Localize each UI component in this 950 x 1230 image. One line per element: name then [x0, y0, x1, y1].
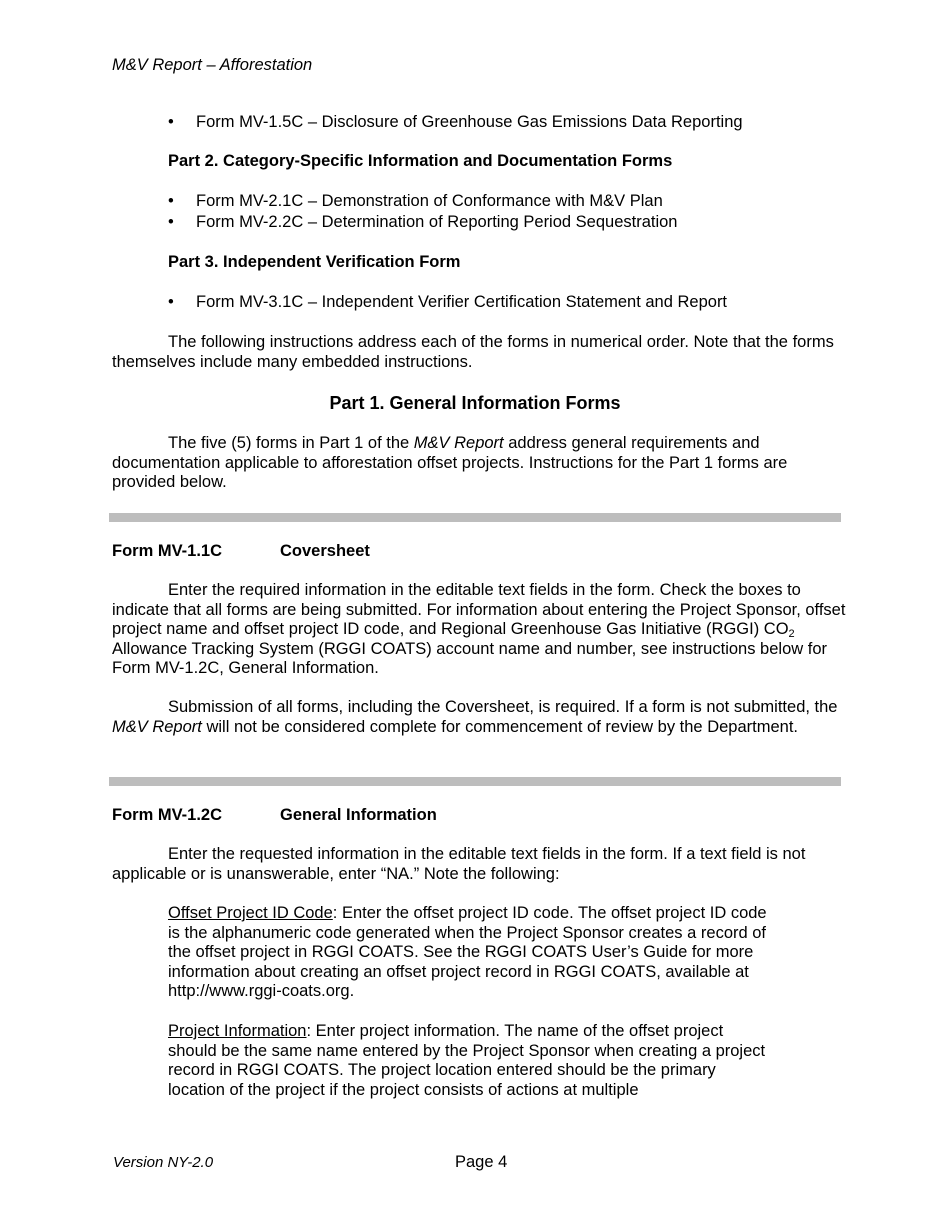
part1-heading: Part 1. General Information Forms [329, 393, 621, 413]
part1-paragraph: The five (5) forms in Part 1 of the M&V Report address general requirements and documentation applicable to afforestation offset projects. Instructions for the Part 1 forms are provided below. [112, 434, 788, 492]
form11-code: Form MV-1.1C [112, 542, 223, 560]
offset-project-id-note: Offset Project ID Code: Enter the offset project ID code. The offset project ID code is the alphanumeric code generated when the Project Sponsor creates a record of the offset project in RGGI COATS. See the RGGI COATS User’s Guide for more information about creating an offset project record in RGGI COATS, available at http://www.rggi-coats.org. [168, 904, 767, 1001]
form12-code: Form MV-1.2C [112, 806, 223, 824]
list-item-text: Form MV-1.5C – Disclosure of Greenhouse Gas Emissions Data Reporting [196, 113, 743, 131]
page-number: Page 4 [455, 1153, 508, 1171]
form11-title: Coversheet [280, 542, 370, 560]
footer-version: Version NY-2.0 [113, 1154, 214, 1171]
form12-paragraph: Enter the requested information in the editable text fields in the form. If a text field is not applicable or is unanswerable, enter “NA.” Note the following: [112, 845, 806, 883]
section-divider [109, 777, 841, 786]
form12-title: General Information [280, 806, 437, 824]
part2-heading: Part 2. Category-Specific Information and Documentation Forms [168, 152, 673, 170]
intro-paragraph: The following instructions address each of the forms in numerical order. Note that the forms themselves include many embedded instructions. [112, 333, 834, 371]
list-item-text: Form MV-3.1C – Independent Verifier Certification Statement and Report [196, 293, 728, 311]
list-item-text: Form MV-2.2C – Determination of Reporting Period Sequestration [196, 213, 678, 231]
bullet-icon: • [168, 293, 174, 311]
project-information-note: Project Information: Enter project information. The name of the offset project should be the same name entered by the Project Sponsor when creating a project record in RGGI COATS. The project location entered should be the primary location of the project if the project consists of actions at multiple [168, 1022, 766, 1099]
part3-heading: Part 3. Independent Verification Form [168, 253, 461, 271]
form11-paragraph-1: Enter the required information in the editable text fields in the form. Check the boxes to indicate that all forms are being submitted. For information about entering the Project Sponsor, offset project name and offset project ID code, and Regional Greenhouse Gas Initiative (RGGI) $CO_2$ Allowance Tracking System (RGGI COATS) account name and number, see instructions below for Form MV-1.2C, General Information. [112, 581, 846, 678]
bullet-icon: • [168, 213, 174, 231]
bullet-icon: • [168, 113, 174, 131]
list-item-text: Form MV-2.1C – Demonstration of Conformance with M&V Plan [196, 192, 663, 210]
running-header: M&V Report – Afforestation [112, 56, 313, 74]
bullet-icon: • [168, 192, 174, 210]
section-divider [109, 513, 841, 522]
form11-paragraph-2: Submission of all forms, including the Coversheet, is required. If a form is not submitted, the M&V Report will not be considered complete for commencement of review by the Department. [112, 698, 838, 736]
